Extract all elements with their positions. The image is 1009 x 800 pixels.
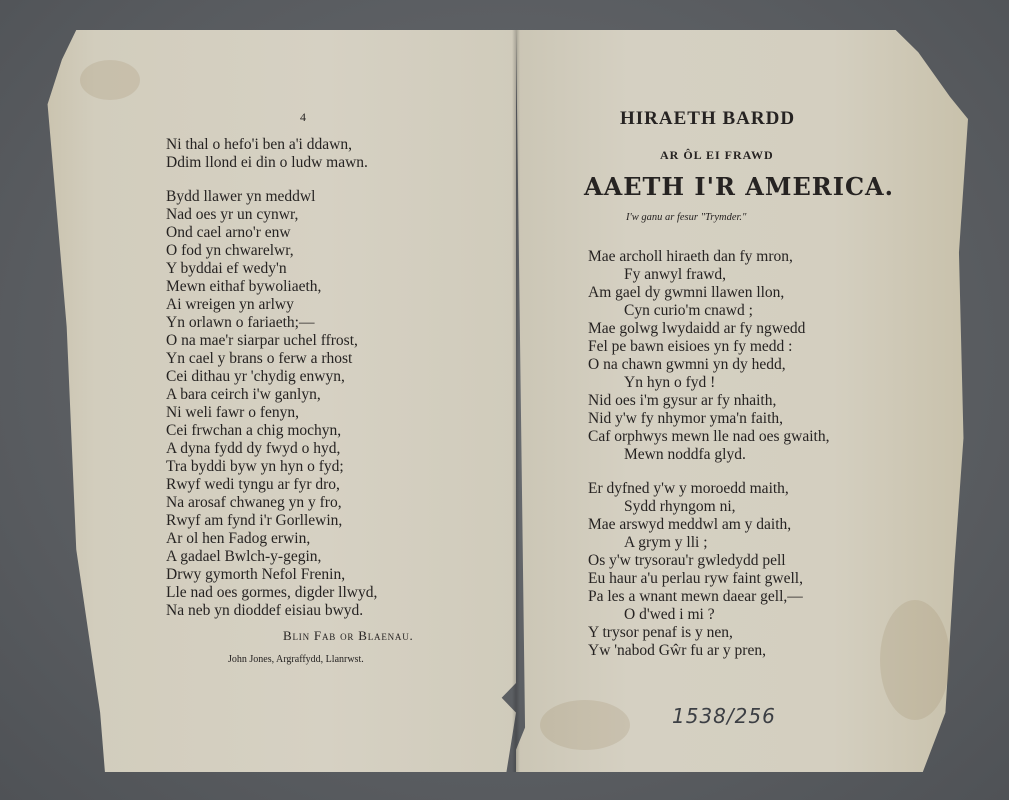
page-number: 4 [300, 110, 306, 124]
poem-line: Lle nad oes gormes, digder llwyd, [166, 584, 378, 601]
poem-line: Yn orlawn o fariaeth;— [166, 314, 315, 331]
poem-line: Nad oes yr un cynwr, [166, 206, 299, 223]
tune-note: I'w ganu ar fesur "Trymder." [626, 212, 747, 223]
poem-line: Ddim llond ei din o ludw mawn. [166, 154, 368, 171]
poem-line: Yn cael y brans o ferw a rhost [166, 350, 353, 367]
poem-line: A bara ceirch i'w ganlyn, [166, 386, 321, 403]
poem-line: Mae archoll hiraeth dan fy mron, [588, 248, 793, 265]
poem-title-line-2: AR ÔL EI FRAWD [660, 148, 774, 162]
poem-line: Drwy gymorth Nefol Frenin, [166, 566, 346, 583]
poem-line: O fod yn chwarelwr, [166, 242, 294, 259]
poem-line: Yw 'nabod Gŵr fu ar y pren, [588, 642, 766, 659]
poem-line: Ni thal o hefo'i ben a'i ddawn, [166, 136, 352, 153]
book-gutter [512, 30, 520, 772]
poem-line: A gadael Bwlch-y-gegin, [166, 548, 322, 565]
poem-line: Mae golwg lwydaidd ar fy ngwedd [588, 320, 806, 337]
poem-line: Y byddai ef wedy'n [166, 260, 287, 277]
poem-line: Tra byddi byw yn hyn o fyd; [166, 458, 344, 475]
poem-line: Fel pe bawn eisioes yn fy medd : [588, 338, 793, 355]
poem-line: Rwyf wedi tyngu ar fyr dro, [166, 476, 340, 493]
poem-title-line-1: HIRAETH BARDD [620, 108, 796, 129]
poem-line: Mae arswyd meddwl am y daith, [588, 516, 792, 533]
paper-stain [540, 700, 630, 750]
printer-credit: John Jones, Argraffydd, Llanrwst. [228, 654, 364, 665]
paper-stain [80, 60, 140, 100]
poem-line: A dyna fydd dy fwyd o hyd, [166, 440, 341, 457]
poem-line: Cei dithau yr 'chydig enwyn, [166, 368, 345, 385]
poem-line: Nid oes i'm gysur ar fy nhaith, [588, 392, 777, 409]
poem-line: Rwyf am fynd i'r Gorllewin, [166, 512, 343, 529]
poem-line: A grym y lli ; [624, 534, 708, 551]
poem-line: Fy anwyl frawd, [624, 266, 727, 283]
poem-line: O na chawn gwmni yn dy hedd, [588, 356, 786, 373]
poem-line: Cyn curio'm cnawd ; [624, 302, 753, 319]
poem-line: Os y'w trysorau'r gwledydd pell [588, 552, 786, 569]
left-stanza-1 [166, 136, 486, 172]
poem-line: Ar ol hen Fadog erwin, [166, 530, 311, 547]
poem-title-line-3: AAETH I'R AMERICA. [584, 172, 895, 201]
poem-line: Pa les a wnant mewn daear gell,— [588, 588, 803, 605]
poem-line: Bydd llawer yn meddwl [166, 188, 316, 205]
author-signature: Blin Fab or Blaenau. [283, 628, 414, 643]
poem-line: Na arosaf chwaneg yn y fro, [166, 494, 342, 511]
right-poem [588, 248, 918, 660]
poem-line: Na neb yn dioddef eisiau bwyd. [166, 602, 364, 619]
poem-line: Er dyfned y'w y moroedd maith, [588, 480, 789, 497]
poem-line: Sydd rhyngom ni, [624, 498, 736, 515]
right-stanza-2 [588, 480, 918, 660]
catalog-number: 1538/256 [672, 704, 776, 728]
poem-line: Am gael dy gwmni llawen llon, [588, 284, 785, 301]
left-stanza-2 [166, 188, 486, 620]
poem-line: Cei frwchan a chig mochyn, [166, 422, 342, 439]
poem-line: Yn hyn o fyd ! [624, 374, 716, 391]
poem-line: Mewn noddfa glyd. [624, 446, 746, 463]
poem-line: Eu haur a'u perlau ryw faint gwell, [588, 570, 803, 587]
poem-line: Ai wreigen yn arlwy [166, 296, 294, 313]
poem-line: O na mae'r siarpar uchel ffrost, [166, 332, 358, 349]
poem-line: Ond cael arno'r enw [166, 224, 291, 241]
poem-line: Y trysor penaf is y nen, [588, 624, 733, 641]
poem-line: Mewn eithaf bywoliaeth, [166, 278, 322, 295]
poem-line: Nid y'w fy nhymor yma'n faith, [588, 410, 783, 427]
poem-line: O d'wed i mi ? [624, 606, 715, 623]
right-stanza-1 [588, 248, 918, 464]
left-poem [166, 136, 486, 620]
poem-line: Caf orphwys mewn lle nad oes gwaith, [588, 428, 830, 445]
poem-line: Ni weli fawr o fenyn, [166, 404, 299, 421]
